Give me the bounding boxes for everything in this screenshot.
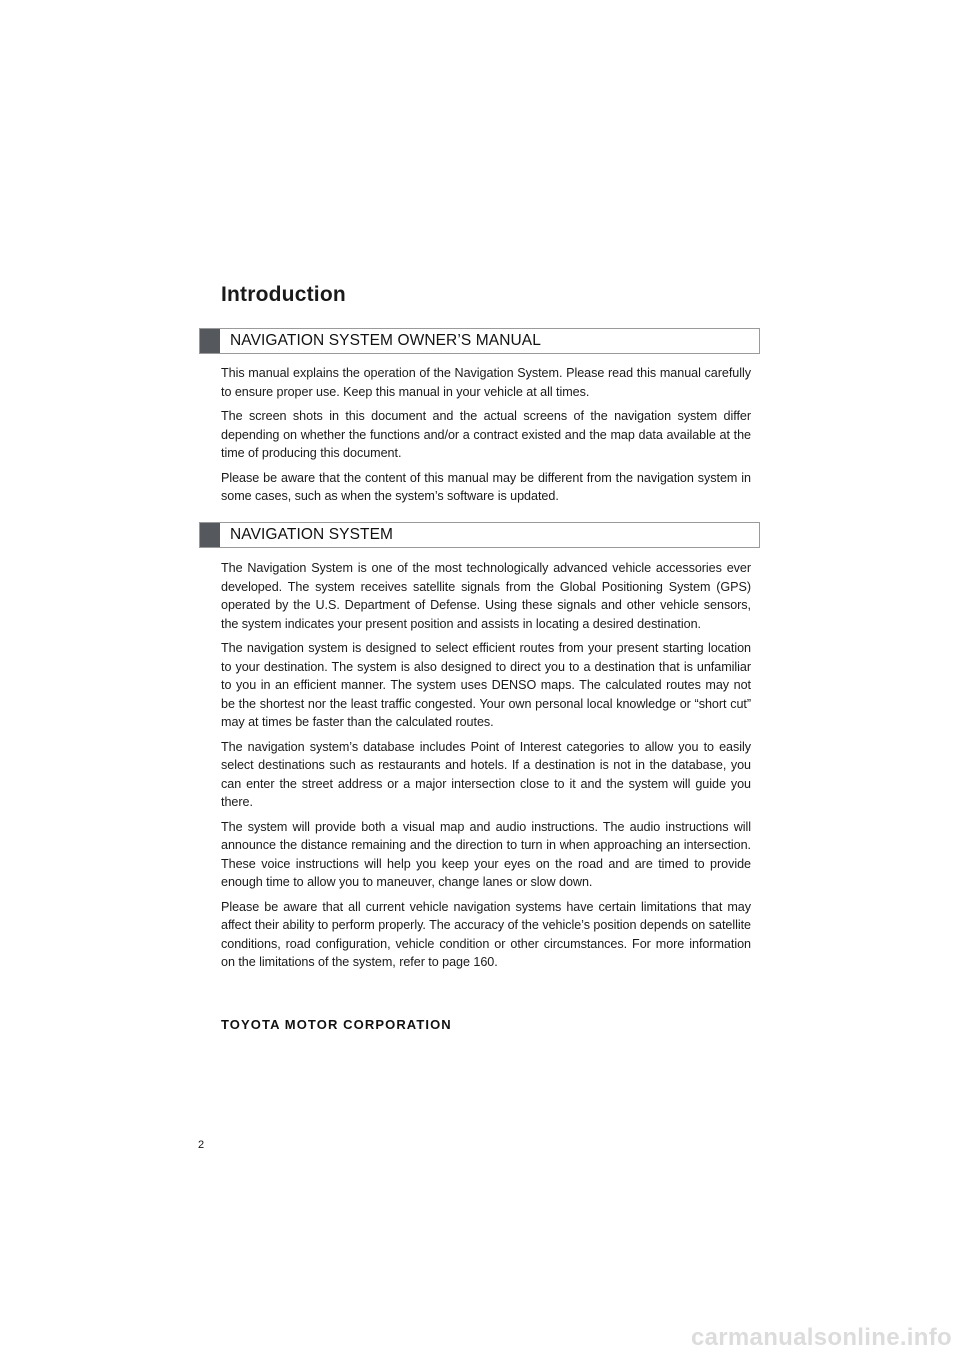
section-header-bar: [200, 329, 220, 353]
paragraph: This manual explains the operation of the Navigation System. Please read this manual carefully to ensure proper use. Keep this manual in your vehicle at all times.: [221, 366, 751, 399]
paragraph: The system will provide both a visual map and audio instructions. The audio instructions will announce the distance remaining and the direction to turn in when approaching an intersection. These voice instructions will help you keep your eyes on the road and are timed to provide enough time to allow you to maneuver, change lanes or slow down.: [221, 819, 751, 889]
paragraph: Please be aware that the content of this manual may be different from the navigation system in some cases, such as when the system’s software is updated.: [221, 470, 751, 503]
paragraph: The navigation system is designed to select efficient routes from your present starting location to your destination. The system is also designed to direct you to a destination that is unfamiliar to you in an efficient manner. The system uses DENSO maps. The calculated routes may not be the shortest nor the least traffic congested. Your own personal local knowledge or “short cut” may at times be faster than the calculated routes.: [221, 641, 751, 729]
page-number: 2: [198, 1139, 205, 1151]
footer-brand: TOYOTA MOTOR CORPORATION: [221, 1017, 452, 1032]
section-body-navigation-system: [221, 559, 751, 978]
paragraph: The Navigation System is one of the most technologically advanced vehicle accessories ever developed. The system receives satellite signals from the Global Positioning System (GPS) operated by the U.S. Department of Defense. Using these signals and other vehicle sensors, the system indicates your present position and assists in locating a desired destination.: [221, 561, 751, 631]
paragraph: The navigation system’s database includes Point of Interest categories to allow you to easily select destinations such as restaurants and hotels. If a destination is not in the database, you can enter the street address or a major intersection close to it and the system will guide you there.: [221, 739, 751, 809]
section-heading: NAVIGATION SYSTEM: [230, 526, 394, 543]
section-heading: NAVIGATION SYSTEM OWNER’S MANUAL: [230, 332, 541, 349]
watermark: carmanualsonline.info: [690, 1324, 952, 1351]
page-title: Introduction: [221, 283, 346, 306]
section-header-owners-manual: [199, 328, 760, 354]
section-body-owners-manual: [221, 364, 751, 512]
paragraph: The screen shots in this document and the actual screens of the navigation system differ depending on whether the functions and/or a contract existed and the map data available at the time of producing this document.: [221, 409, 751, 460]
section-header-navigation-system: [199, 522, 760, 548]
section-header-bar: [200, 523, 220, 547]
paragraph: Please be aware that all current vehicle navigation systems have certain limitations that may affect their ability to perform properly. The accuracy of the vehicle’s position depends on satellite conditions, road configuration, vehicle condition or other circumstances. For more information on the limitations of the system, refer to page 160.: [221, 899, 751, 969]
